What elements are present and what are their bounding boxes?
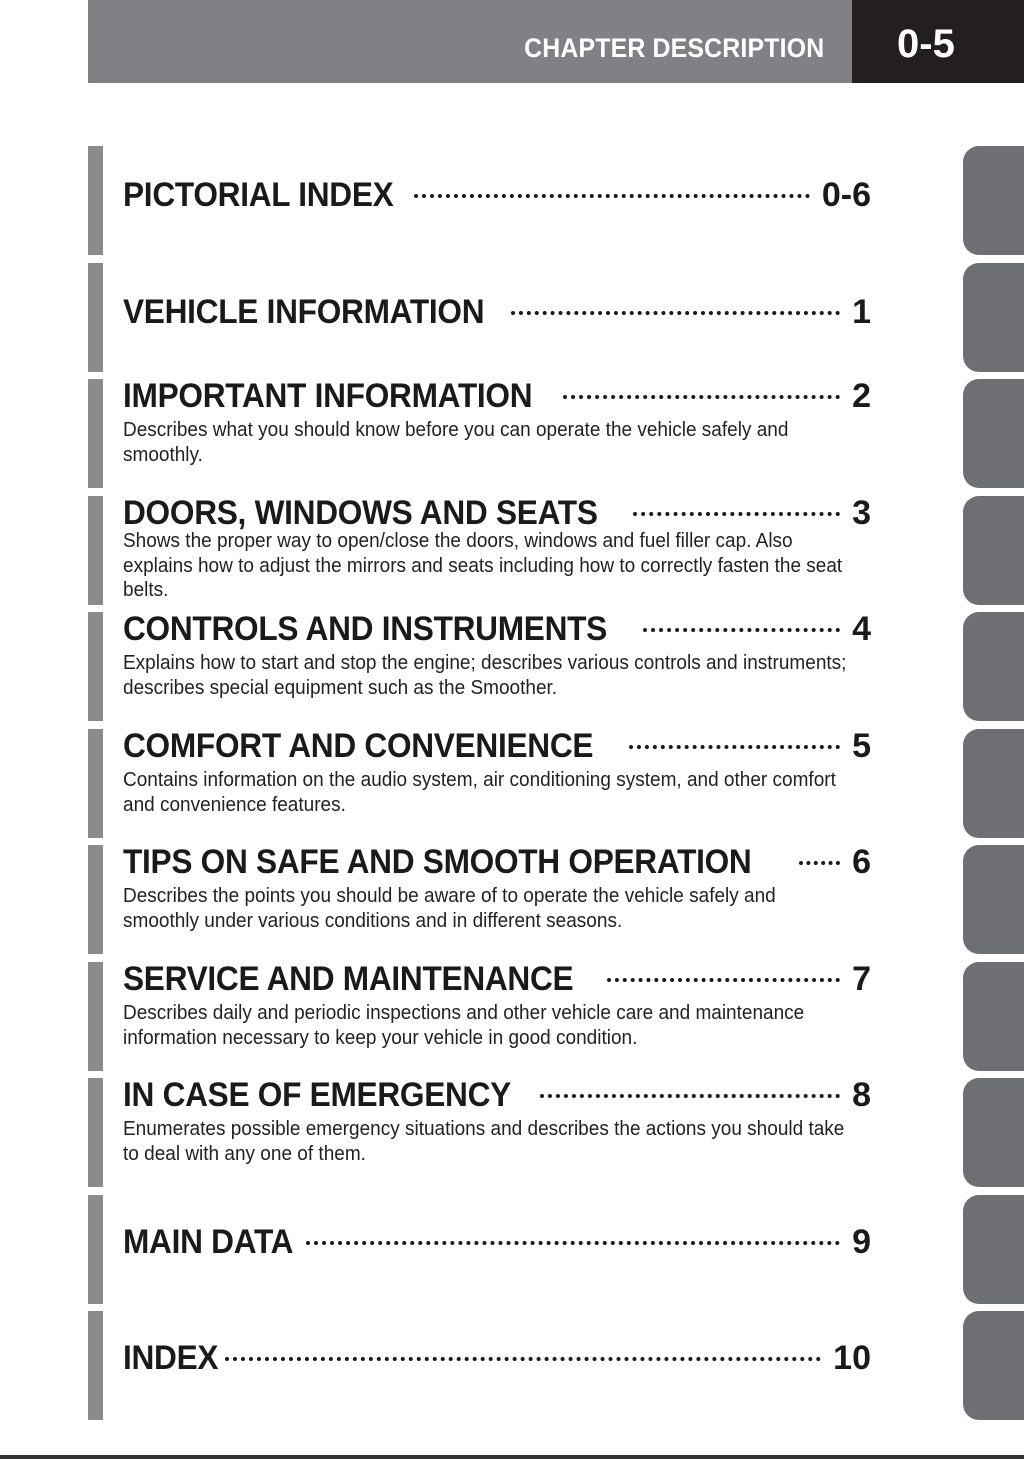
chapter-title[interactable]: INDEX — [123, 1339, 219, 1377]
chapter-description: Describes the points you should be aware of to operate the vehicle safely and smoothly under various conditions and in different seasons. — [123, 885, 776, 932]
chapter-tab[interactable] — [963, 379, 1024, 488]
section-bar — [88, 612, 103, 721]
chapter-title[interactable]: IMPORTANT INFORMATION — [123, 377, 533, 415]
chapter-tab[interactable] — [963, 146, 1024, 255]
chapter-description: Describes what you should know before you can operate the vehicle safely and smoothly. — [123, 419, 789, 466]
chapter-section-comfort-convenience[interactable] — [88, 729, 1024, 838]
chapter-description: Contains information on the audio system, air conditioning system, and other comfort and convenience features. — [123, 769, 836, 816]
leader-dots — [643, 628, 840, 632]
leader-dots — [540, 1094, 840, 1098]
chapter-page: 4 — [852, 610, 871, 648]
leader-dots — [414, 194, 810, 198]
section-bar — [88, 146, 103, 255]
chapter-page: 5 — [852, 727, 871, 765]
page-number: 0-5 — [897, 22, 955, 66]
chapter-tab[interactable] — [963, 845, 1024, 954]
chapter-description: Shows the proper way to open/close the doors, windows and fuel filler cap. Also explains how to adjust the mirrors and seats including how to correctly fasten the seat belts. — [123, 530, 843, 601]
chapter-page: 1 — [852, 293, 871, 331]
chapter-page: 8 — [852, 1076, 871, 1114]
chapter-description: Describes daily and periodic inspections and other vehicle care and maintenance information necessary to keep your vehicle in good condition. — [123, 1002, 805, 1049]
chapter-title[interactable]: PICTORIAL INDEX — [123, 176, 394, 214]
chapter-section-pictorial-index[interactable] — [88, 146, 1024, 255]
header-title: CHAPTER DESCRIPTION — [523, 33, 824, 63]
chapter-section-controls-instruments[interactable] — [88, 612, 1024, 721]
leader-dots — [799, 861, 840, 865]
chapter-section-tips-safe-operation[interactable] — [88, 845, 1024, 954]
chapter-title[interactable]: VEHICLE INFORMATION — [123, 293, 485, 331]
chapter-page: 7 — [852, 960, 871, 998]
section-bar — [88, 962, 103, 1071]
page-number-box — [852, 0, 1024, 83]
leader-dots — [607, 978, 840, 982]
section-bar — [88, 496, 103, 605]
chapter-section-index[interactable] — [88, 1311, 1024, 1420]
section-bar — [88, 1311, 103, 1420]
leader-dots — [563, 395, 840, 399]
chapter-page: 3 — [852, 494, 871, 532]
chapter-title[interactable]: IN CASE OF EMERGENCY — [123, 1076, 511, 1114]
chapter-section-doors-windows-seats[interactable] — [88, 496, 1024, 605]
chapter-description: Explains how to start and stop the engine; describes various controls and instruments; describes special equipment such as the Smoother. — [123, 652, 847, 699]
chapter-section-main-data[interactable] — [88, 1195, 1024, 1304]
leader-dots — [511, 311, 840, 315]
footer-divider — [0, 1455, 1024, 1459]
chapter-title[interactable]: MAIN DATA — [123, 1223, 294, 1261]
section-bar — [88, 379, 103, 488]
chapter-page: 0-6 — [821, 176, 871, 214]
chapter-tab[interactable] — [963, 612, 1024, 721]
chapter-title[interactable]: CONTROLS AND INSTRUMENTS — [123, 610, 607, 648]
chapter-page: 6 — [852, 843, 871, 881]
leader-dots — [225, 1357, 821, 1361]
section-bar — [88, 1078, 103, 1187]
section-bar — [88, 729, 103, 838]
section-bar — [88, 263, 103, 372]
chapter-section-emergency[interactable] — [88, 1078, 1024, 1187]
section-bar — [88, 845, 103, 954]
chapter-title[interactable]: SERVICE AND MAINTENANCE — [123, 960, 574, 998]
chapter-tab[interactable] — [963, 496, 1024, 605]
chapter-page: 10 — [833, 1339, 871, 1377]
leader-dots — [629, 745, 840, 749]
chapter-title[interactable]: TIPS ON SAFE AND SMOOTH OPERATION — [123, 843, 752, 881]
section-bar — [88, 1195, 103, 1304]
chapter-section-important-information[interactable] — [88, 379, 1024, 488]
chapter-tab[interactable] — [963, 962, 1024, 1071]
leader-dots — [633, 512, 840, 516]
chapter-title[interactable]: COMFORT AND CONVENIENCE — [123, 727, 594, 765]
chapter-description: Enumerates possible emergency situations and describes the actions you should take to deal with any one of them. — [123, 1118, 845, 1165]
chapter-tab[interactable] — [963, 1078, 1024, 1187]
chapter-tab[interactable] — [963, 1311, 1024, 1420]
leader-dots — [306, 1241, 840, 1245]
chapter-section-vehicle-information[interactable] — [88, 263, 1024, 372]
chapter-tab[interactable] — [963, 1195, 1024, 1304]
chapter-page: 2 — [852, 377, 871, 415]
chapter-title[interactable]: DOORS, WINDOWS AND SEATS — [123, 494, 598, 532]
chapter-tab[interactable] — [963, 729, 1024, 838]
chapter-section-service-maintenance[interactable] — [88, 962, 1024, 1071]
chapter-tab[interactable] — [963, 263, 1024, 372]
chapter-page: 9 — [852, 1223, 871, 1261]
